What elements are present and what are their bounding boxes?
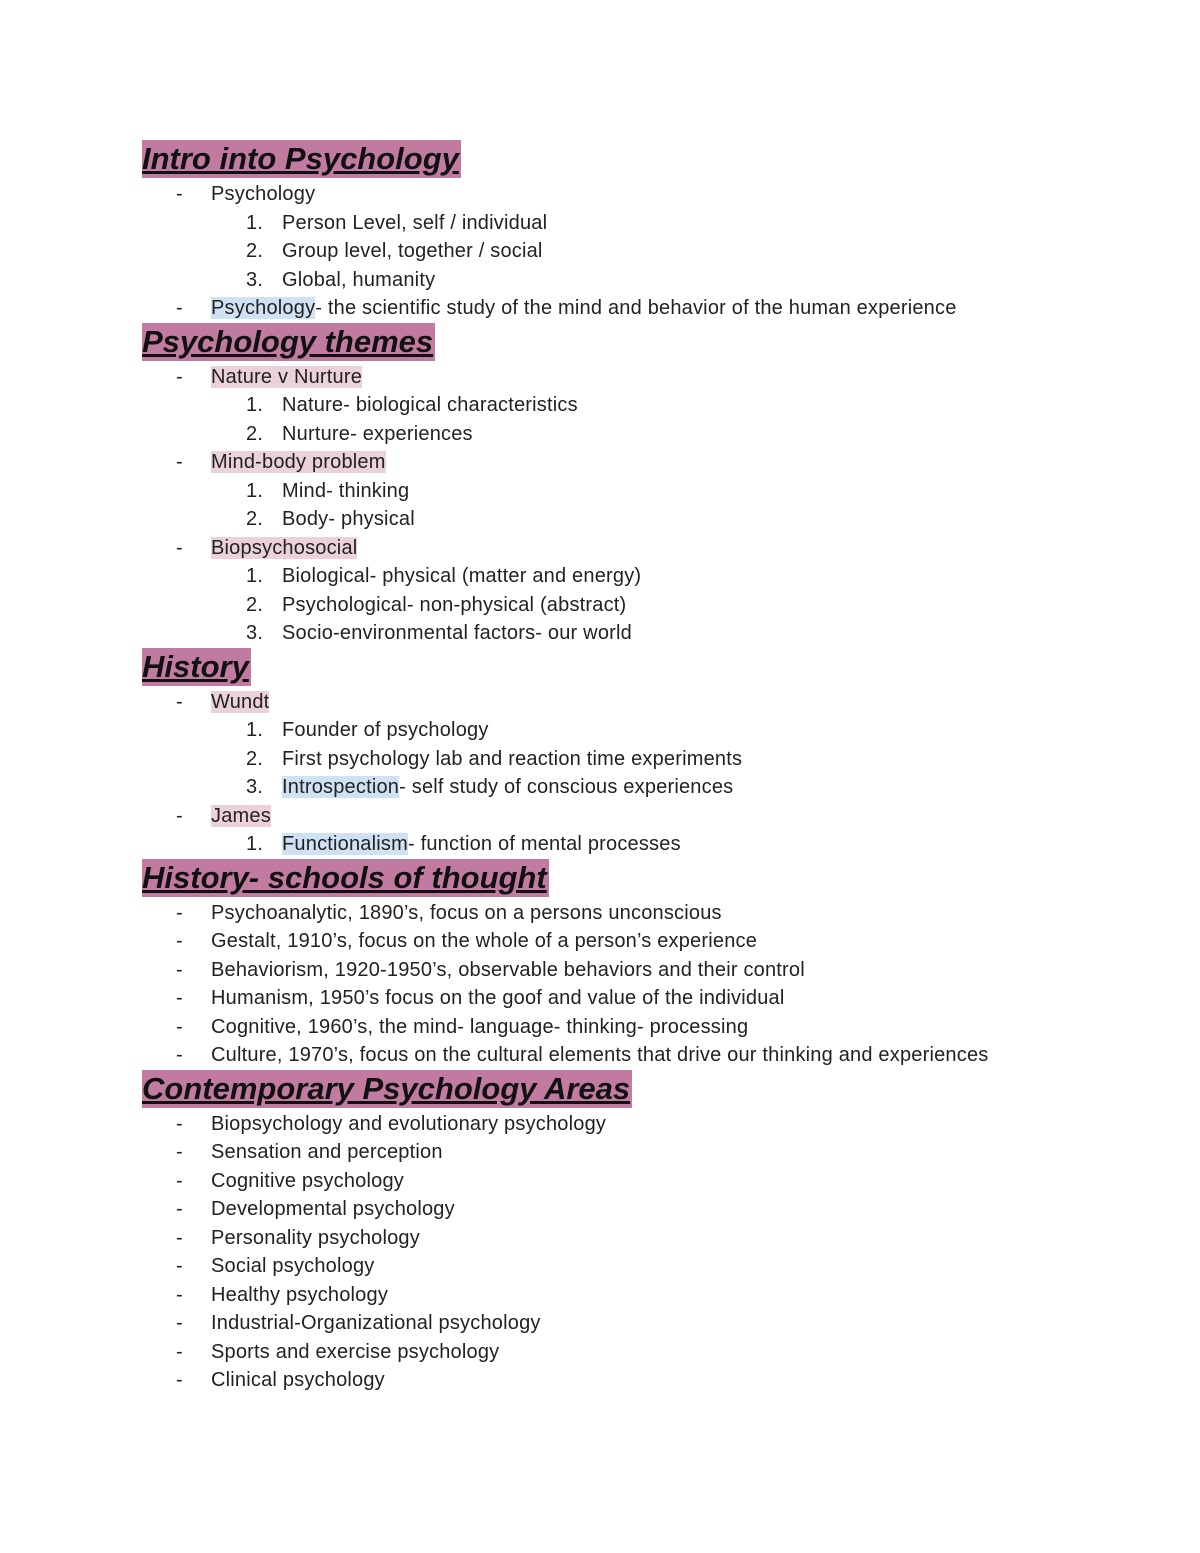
item-text-line (282, 619, 632, 647)
highlighted-term: Functionalism (282, 833, 408, 855)
numbered-item (142, 619, 1142, 648)
highlighted-term: Biopsychosocial (211, 536, 358, 559)
bullet-dash: - (176, 1255, 183, 1277)
numbered-item (142, 591, 1142, 620)
item-text: Global, humanity (282, 268, 436, 291)
section-heading: History (142, 648, 249, 684)
item-text-line (211, 180, 315, 208)
bullet-dash: - (176, 1283, 183, 1306)
numbered-item (142, 391, 1142, 420)
bullet-item (142, 956, 1142, 985)
item-text: Healthy psychology (211, 1283, 389, 1306)
bullet-dash: - (176, 1112, 183, 1135)
bullet-dash: - (176, 1198, 183, 1220)
list-number: 2. (246, 240, 264, 262)
item-text-line (211, 688, 269, 716)
item-text-line (282, 562, 641, 590)
section-heading-wrap (142, 648, 1142, 688)
bullet-item (142, 363, 1142, 392)
item-text: - function of mental processes (407, 833, 681, 855)
item-text-line (211, 1138, 443, 1166)
item-text-line (211, 1309, 541, 1337)
list-number: 2. (246, 422, 264, 445)
item-text: Biopsychology and evolutionary psychology (211, 1112, 607, 1135)
list-number: 1. (246, 211, 264, 234)
item-text: - self study of conscious experiences (399, 776, 734, 798)
item-text-line (211, 448, 386, 476)
section-heading-wrap (142, 1070, 1142, 1110)
document-page (142, 140, 1142, 1395)
item-text: Psychoanalytic, 1890’s, focus on a persons unconscious (211, 901, 722, 924)
list-number: 1. (246, 394, 264, 416)
numbered-item (142, 830, 1142, 859)
bullet-item (142, 927, 1142, 956)
bullet-item (142, 899, 1142, 928)
bullet-item (142, 534, 1142, 563)
item-text: Nature- biological characteristics (282, 394, 578, 416)
bullet-dash: - (176, 1015, 183, 1038)
item-text: First psychology lab and reaction time experiments (282, 747, 743, 770)
bullet-item (142, 448, 1142, 477)
item-text-line (211, 1167, 404, 1195)
bullet-item (142, 1167, 1142, 1196)
bullet-item (142, 1013, 1142, 1042)
list-number: 1. (246, 479, 264, 502)
item-text: Personality psychology (211, 1226, 420, 1249)
item-text: Culture, 1970’s, focus on the cultural elements that drive our thinking and experiences (211, 1044, 989, 1066)
bullet-dash: - (176, 690, 183, 713)
item-text-line (282, 716, 489, 744)
item-text: Founder of psychology (282, 719, 489, 741)
bullet-item (142, 1138, 1142, 1167)
item-text: Psychology (211, 183, 316, 205)
numbered-item (142, 420, 1142, 449)
bullet-item (142, 1195, 1142, 1224)
item-text-line (211, 1366, 385, 1394)
numbered-item (142, 477, 1142, 506)
bullet-dash: - (176, 958, 183, 981)
section-heading: Psychology themes (142, 323, 434, 359)
bullet-dash: - (176, 1340, 183, 1363)
highlighted-term: Psychology (211, 297, 316, 319)
bullet-dash: - (176, 930, 183, 952)
item-text-line (282, 773, 733, 801)
item-text-line (211, 984, 785, 1012)
numbered-item (142, 562, 1142, 591)
bullet-item (142, 1110, 1142, 1139)
bullet-item (142, 1224, 1142, 1253)
bullet-dash: - (176, 1226, 183, 1249)
section-heading-wrap (142, 859, 1142, 899)
item-text-line (211, 927, 757, 955)
numbered-item (142, 505, 1142, 534)
item-text-line (211, 1013, 748, 1041)
item-text-line (282, 830, 681, 858)
item-text: Gestalt, 1910’s, focus on the whole of a person’s experience (211, 930, 758, 952)
numbered-item (142, 745, 1142, 774)
item-text-line (282, 420, 473, 448)
bullet-dash: - (176, 804, 183, 827)
bullet-dash: - (176, 1369, 183, 1391)
item-text-line (211, 363, 362, 391)
item-text: Nurture- experiences (282, 422, 473, 445)
bullet-item (142, 984, 1142, 1013)
bullet-dash: - (176, 451, 183, 473)
bullet-item (142, 1252, 1142, 1281)
item-text: Group level, together / social (282, 240, 543, 262)
item-text-line (282, 591, 626, 619)
item-text-line (211, 802, 271, 830)
item-text-line (211, 294, 957, 322)
list-number: 3. (246, 776, 264, 798)
numbered-item (142, 266, 1142, 295)
item-text-line (282, 391, 578, 419)
bullet-item (142, 294, 1142, 323)
item-text-line (282, 266, 435, 294)
item-text-line (282, 505, 415, 533)
list-number: 1. (246, 833, 264, 855)
bullet-dash: - (176, 1312, 183, 1334)
bullet-dash: - (176, 183, 183, 205)
bullet-dash: - (176, 365, 183, 388)
item-text: Social psychology (211, 1255, 375, 1277)
list-number: 2. (246, 747, 264, 770)
item-text: - the scientific study of the mind and behavior of the human experience (315, 297, 957, 319)
list-number: 2. (246, 508, 264, 530)
item-text-line (282, 209, 547, 237)
item-text: Socio-environmental factors- our world (282, 622, 632, 644)
bullet-dash: - (176, 987, 183, 1009)
highlighted-term: James (211, 804, 271, 827)
item-text: Behaviorism, 1920-1950’s, observable behaviors and their control (211, 958, 805, 981)
item-text: Humanism, 1950’s focus on the goof and value of the individual (211, 987, 785, 1009)
item-text-line (211, 1338, 499, 1366)
item-text: Clinical psychology (211, 1369, 385, 1391)
item-text-line (282, 745, 742, 773)
item-text-line (211, 899, 722, 927)
highlighted-term: Mind-body problem (211, 451, 386, 473)
item-text-line (282, 477, 409, 505)
item-text-line (282, 237, 543, 265)
item-text-line (211, 534, 357, 562)
item-text: Mind- thinking (282, 479, 410, 502)
list-number: 3. (246, 622, 264, 644)
item-text: Developmental psychology (211, 1198, 455, 1220)
bullet-item (142, 1309, 1142, 1338)
bullet-item (142, 1281, 1142, 1310)
section-heading: Intro into Psychology (142, 141, 459, 176)
item-text-line (211, 1195, 455, 1223)
bullet-item (142, 1338, 1142, 1367)
item-text-line (211, 1110, 606, 1138)
numbered-item (142, 716, 1142, 745)
item-text: Biological- physical (matter and energy) (282, 565, 642, 587)
item-text: Cognitive, 1960’s, the mind- language- thinking- processing (211, 1015, 749, 1038)
list-number: 1. (246, 565, 264, 587)
section-heading: Contemporary Psychology Areas (142, 1070, 631, 1106)
item-text-line (211, 1281, 388, 1309)
bullet-dash: - (176, 297, 183, 319)
bullet-dash: - (176, 1044, 183, 1066)
numbered-item (142, 773, 1142, 802)
bullet-item (142, 802, 1142, 831)
bullet-dash: - (176, 1169, 183, 1192)
numbered-item (142, 209, 1142, 238)
section-heading-wrap (142, 140, 1142, 180)
highlighted-term: Nature v Nurture (211, 365, 363, 388)
bullet-dash: - (176, 536, 183, 559)
list-number: 2. (246, 593, 264, 616)
highlighted-term: Wundt (211, 690, 270, 713)
item-text-line (211, 956, 805, 984)
bullet-item (142, 1366, 1142, 1395)
item-text: Industrial-Organizational psychology (211, 1312, 541, 1334)
list-number: 3. (246, 268, 264, 291)
item-text: Psychological- non-physical (abstract) (282, 593, 627, 616)
bullet-dash: - (176, 901, 183, 924)
item-text: Body- physical (282, 508, 415, 530)
item-text: Sensation and perception (211, 1141, 443, 1163)
section-heading: History- schools of thought (142, 859, 547, 895)
bullet-dash: - (176, 1141, 183, 1163)
item-text-line (211, 1252, 375, 1280)
item-text: Sports and exercise psychology (211, 1340, 500, 1363)
section-heading-wrap (142, 323, 1142, 363)
item-text: Cognitive psychology (211, 1169, 404, 1192)
item-text: Person Level, self / individual (282, 211, 548, 234)
item-text-line (211, 1041, 988, 1069)
bullet-item (142, 688, 1142, 717)
bullet-item (142, 1041, 1142, 1070)
bullet-item (142, 180, 1142, 209)
highlighted-term: Introspection (282, 776, 400, 798)
list-number: 1. (246, 719, 264, 741)
item-text-line (211, 1224, 420, 1252)
numbered-item (142, 237, 1142, 266)
